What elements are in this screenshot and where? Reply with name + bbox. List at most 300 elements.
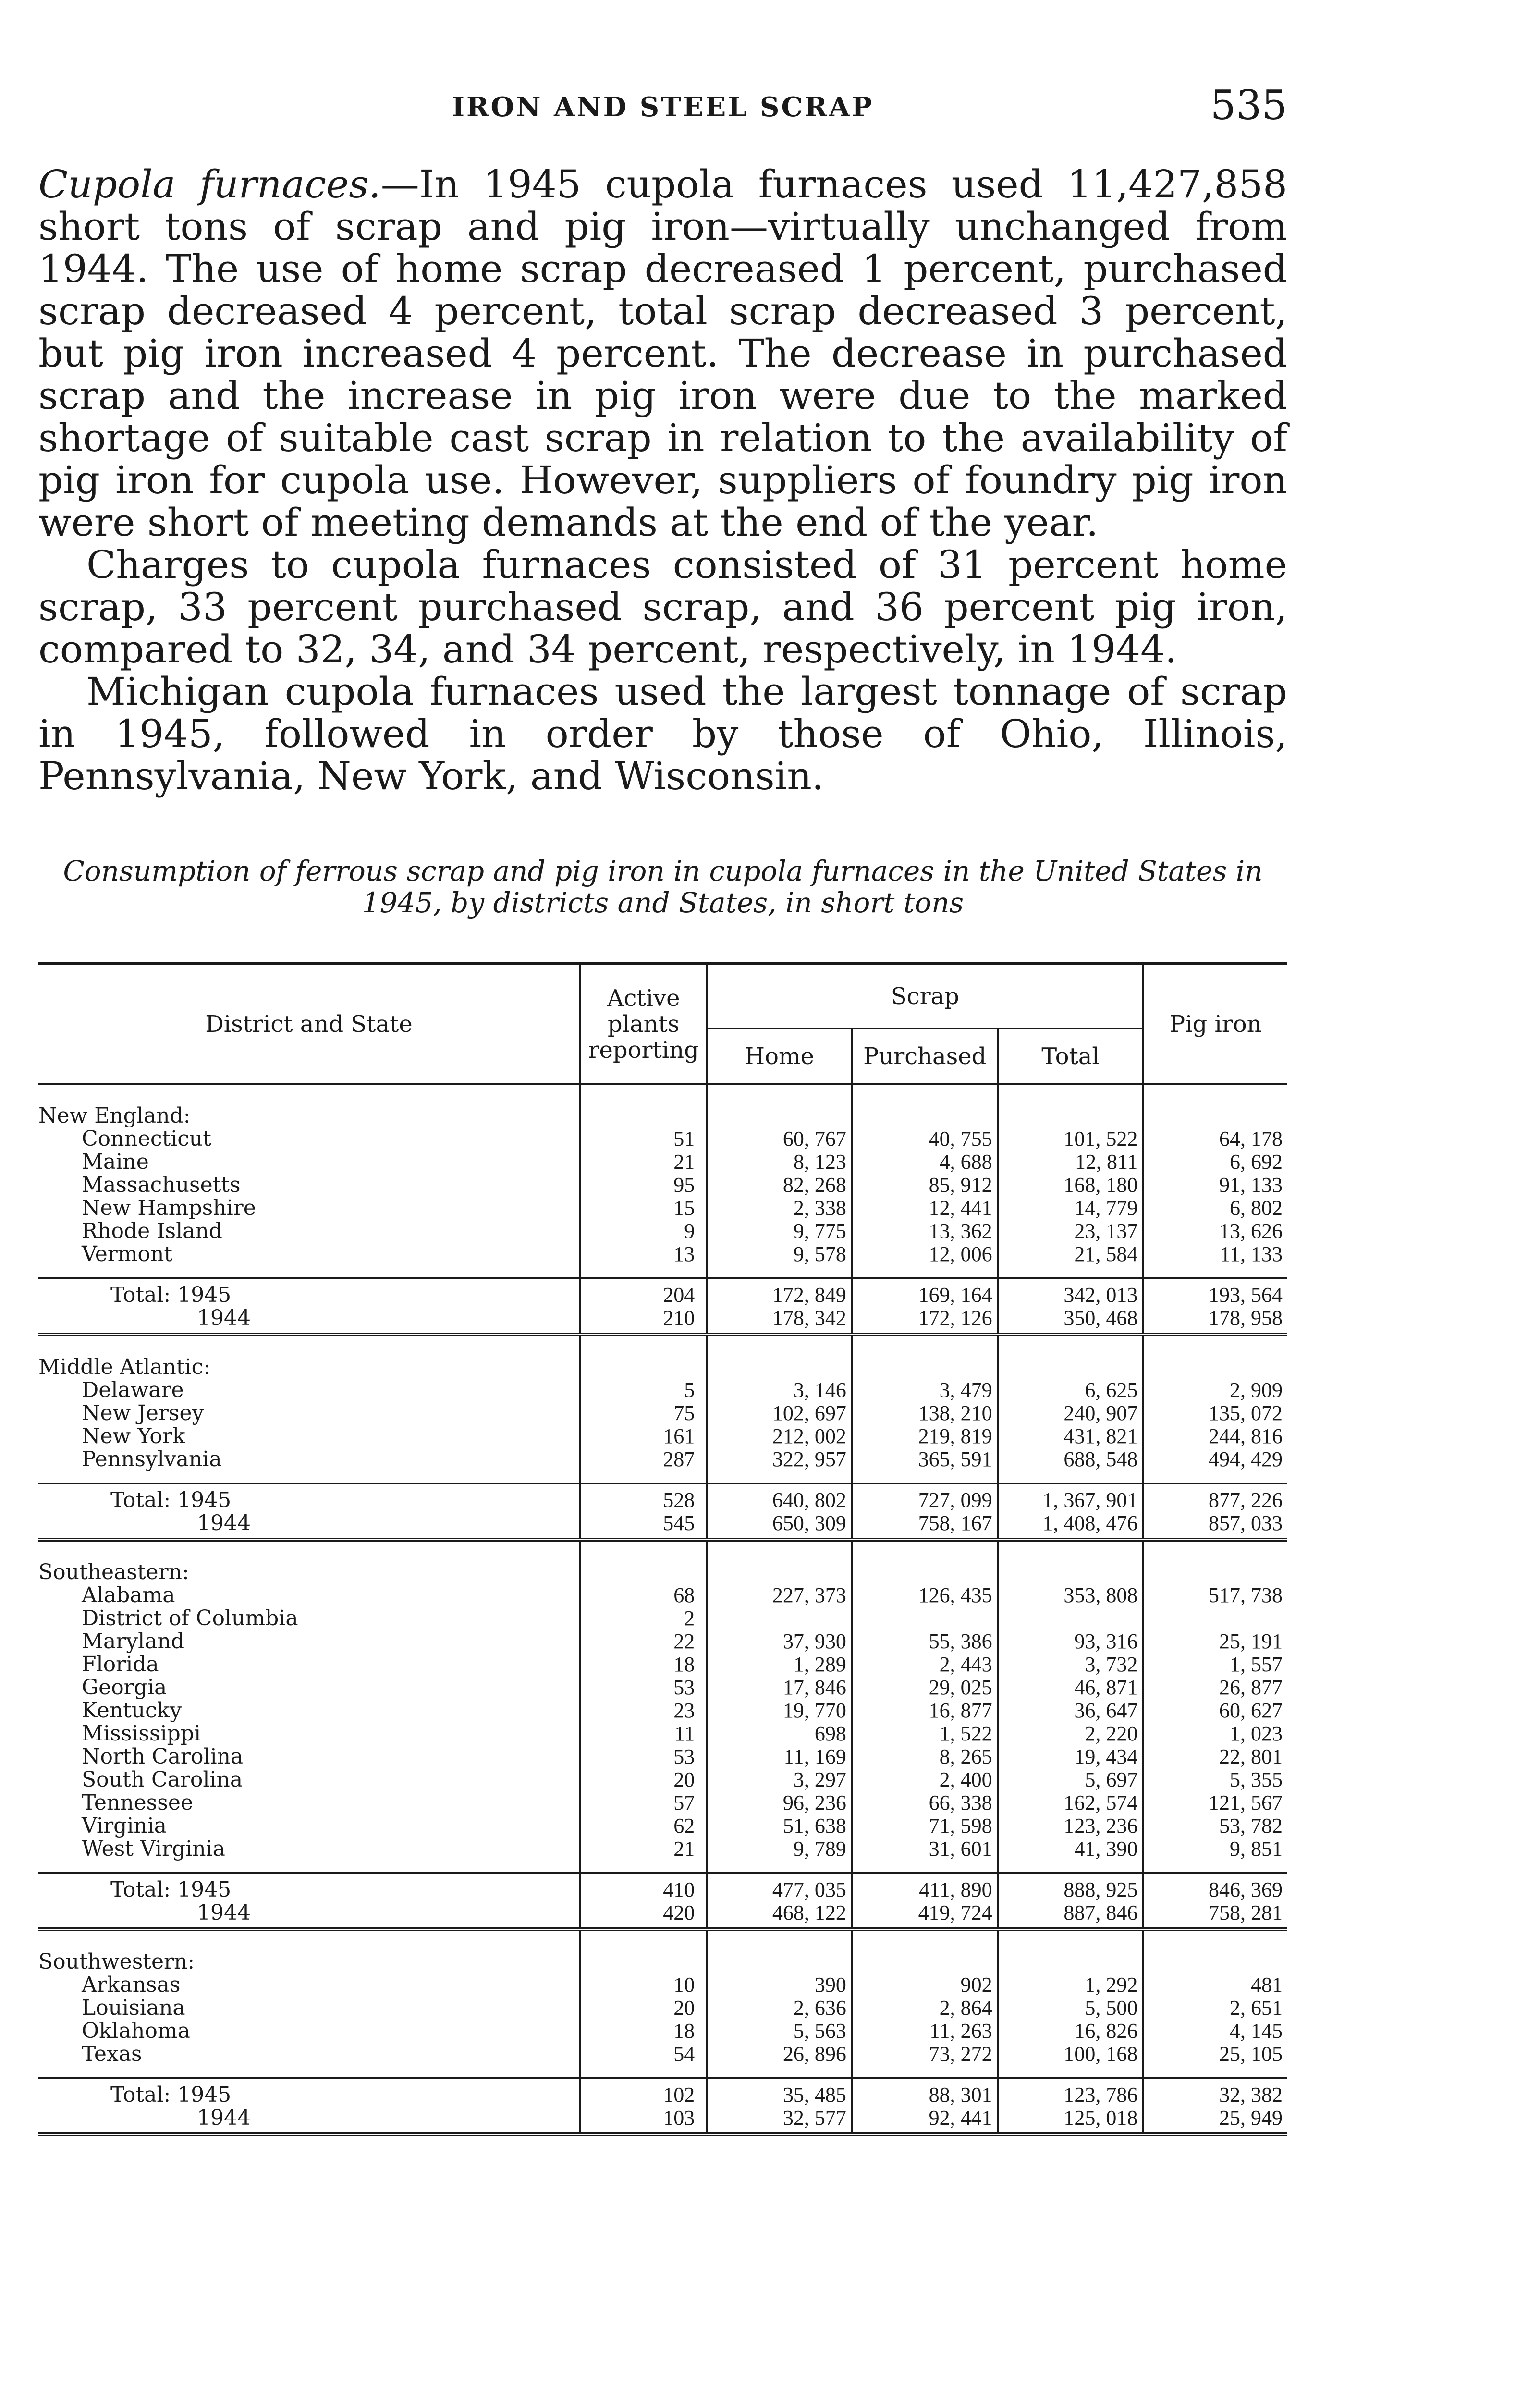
table-row: [38, 1151, 1287, 1174]
region-name: Southeastern:: [38, 1560, 189, 1584]
home-cell: [707, 1607, 852, 1630]
purchased-cell: 169, 164: [852, 1278, 998, 1307]
pig-iron-cell: 11, 133: [1143, 1243, 1287, 1266]
pig-iron-cell: 121, 567: [1143, 1791, 1287, 1814]
home-cell: 9, 789: [793, 1837, 846, 1861]
total-cell: 5, 697: [998, 1768, 1143, 1791]
home-cell: 640, 802: [707, 1483, 852, 1512]
total-cell: 41, 390: [998, 1838, 1143, 1861]
purchased-cell: 365, 591: [852, 1448, 998, 1471]
purchased-cell: [852, 1540, 998, 1584]
total-label: 1944: [38, 2107, 580, 2134]
pig-iron-cell: 877, 226: [1143, 1483, 1287, 1512]
plants-cell: 18: [580, 1653, 707, 1676]
purchased-cell: 902: [852, 1973, 998, 1997]
table-row: [38, 1402, 1287, 1425]
state-name: Pennsylvania: [82, 1447, 222, 1471]
pig-iron-cell: 25, 105: [1143, 2043, 1287, 2066]
state-name: Louisiana: [82, 1996, 185, 2020]
plants-cell: 21: [580, 1151, 707, 1174]
pig-iron-cell: 6, 802: [1143, 1197, 1287, 1220]
total-cell: 46, 871: [998, 1676, 1143, 1699]
total-cell: 100, 168: [998, 2043, 1143, 2066]
state-name: South Carolina: [82, 1767, 243, 1792]
plants-cell: 2: [580, 1607, 707, 1630]
plants-cell: 11: [580, 1722, 707, 1745]
total-cell: 431, 821: [998, 1425, 1143, 1448]
home-cell: 1, 289: [793, 1653, 846, 1676]
spacer-cell: [38, 1266, 580, 1278]
state-name: Maine: [82, 1150, 149, 1174]
pig-iron-cell: 91, 133: [1143, 1174, 1287, 1197]
total-cell: 21, 584: [998, 1243, 1143, 1266]
table-row: [38, 1243, 1287, 1266]
total-cell: 3, 732: [998, 1653, 1143, 1676]
plants-cell: 13: [580, 1243, 707, 1266]
plants-cell: 15: [580, 1197, 707, 1220]
pig-iron-cell: [1143, 1607, 1287, 1630]
table-row: [38, 1630, 1287, 1653]
pig-iron-cell: 517, 738: [1143, 1584, 1287, 1607]
pig-iron-cell: 25, 191: [1143, 1630, 1287, 1653]
spacer-cell: [580, 1861, 707, 1873]
paragraph-1: [38, 163, 1287, 544]
total-cell: 12, 811: [998, 1151, 1143, 1174]
home-cell: [707, 1335, 852, 1379]
state-name: Florida: [82, 1652, 159, 1677]
pig-iron-cell: 5, 355: [1143, 1768, 1287, 1791]
total-row: [38, 2078, 1287, 2107]
purchased-cell: 66, 338: [852, 1791, 998, 1814]
spacer-cell: [580, 1471, 707, 1483]
plants-cell: 18: [580, 2020, 707, 2043]
purchased-cell: 8, 265: [852, 1745, 998, 1768]
table-row: [38, 1745, 1287, 1768]
spacer-cell: [707, 1471, 852, 1483]
purchased-cell: [852, 1084, 998, 1127]
purchased-cell: 55, 386: [852, 1630, 998, 1653]
spacer-row: [38, 1471, 1287, 1483]
pig-iron-cell: 178, 958: [1143, 1307, 1287, 1335]
home-cell: [707, 1540, 852, 1584]
spacer-cell: [38, 2066, 580, 2078]
home-cell: 2, 338: [793, 1196, 846, 1220]
purchased-cell: 2, 400: [852, 1768, 998, 1791]
plants-cell: 23: [580, 1699, 707, 1722]
plants-cell: 102: [580, 2078, 707, 2107]
plants-cell: 103: [580, 2107, 707, 2134]
spacer-cell: [1143, 2066, 1287, 2078]
spacer-cell: [707, 1861, 852, 1873]
total-cell: 350, 468: [998, 1307, 1143, 1335]
plants-cell: 57: [580, 1791, 707, 1814]
plants-cell: [580, 1084, 707, 1127]
purchased-cell: 31, 601: [852, 1838, 998, 1861]
plants-cell: 75: [580, 1402, 707, 1425]
spacer-cell: [852, 1266, 998, 1278]
region-row: [38, 1540, 1287, 1584]
home-cell: 37, 930: [782, 1630, 846, 1653]
home-cell: 51, 638: [782, 1814, 846, 1838]
state-name: Delaware: [82, 1378, 184, 1402]
pig-iron-cell: [1143, 1084, 1287, 1127]
table-body: [38, 1084, 1287, 2134]
table-row: [38, 1220, 1287, 1243]
pig-iron-cell: 26, 877: [1143, 1676, 1287, 1699]
purchased-cell: 16, 877: [852, 1699, 998, 1722]
spacer-row: [38, 2066, 1287, 2078]
home-cell: 390: [814, 1973, 846, 1997]
purchased-cell: 85, 912: [852, 1174, 998, 1197]
state-name: Tennessee: [82, 1790, 193, 1815]
table-row: [38, 1768, 1287, 1791]
total-label: 1944: [38, 1901, 580, 1929]
plants-cell: 545: [580, 1512, 707, 1540]
purchased-cell: 92, 441: [852, 2107, 998, 2134]
pig-iron-cell: 60, 627: [1143, 1699, 1287, 1722]
home-cell: [707, 1929, 852, 1973]
state-name: Arkansas: [82, 1973, 181, 1997]
spacer-cell: [1143, 1471, 1287, 1483]
total-row: [38, 1307, 1287, 1335]
pig-iron-cell: 857, 033: [1143, 1512, 1287, 1540]
purchased-cell: 219, 819: [852, 1425, 998, 1448]
spacer-row: [38, 1266, 1287, 1278]
plants-cell: 5: [580, 1379, 707, 1402]
home-cell: 102, 697: [772, 1401, 846, 1425]
purchased-cell: 727, 099: [852, 1483, 998, 1512]
pig-iron-cell: 244, 816: [1143, 1425, 1287, 1448]
pig-iron-cell: 25, 949: [1143, 2107, 1287, 2134]
region-row: [38, 1335, 1287, 1379]
purchased-cell: [852, 1929, 998, 1973]
home-cell: 212, 002: [772, 1424, 846, 1448]
total-row: [38, 2107, 1287, 2134]
spacer-cell: [998, 1266, 1143, 1278]
data-table: [38, 962, 1287, 2136]
spacer-cell: [1143, 1266, 1287, 1278]
total-cell: [998, 1084, 1143, 1127]
total-cell: 5, 500: [998, 1997, 1143, 2020]
table-row: [38, 1814, 1287, 1838]
pig-iron-cell: 1, 023: [1143, 1722, 1287, 1745]
total-cell: 14, 779: [998, 1197, 1143, 1220]
purchased-cell: 12, 006: [852, 1243, 998, 1266]
region-row: [38, 1084, 1287, 1127]
pig-iron-cell: 64, 178: [1143, 1127, 1287, 1151]
purchased-cell: 2, 443: [852, 1653, 998, 1676]
pig-iron-cell: 1, 557: [1143, 1653, 1287, 1676]
home-cell: 477, 035: [707, 1873, 852, 1902]
spacer-cell: [38, 1471, 580, 1483]
page: [38, 82, 1287, 2136]
home-cell: 26, 896: [782, 2042, 846, 2066]
plants-cell: 410: [580, 1873, 707, 1902]
pig-iron-cell: [1143, 1929, 1287, 1973]
home-cell: 96, 236: [782, 1791, 846, 1814]
body-text: [38, 163, 1287, 797]
state-name: Texas: [82, 2042, 142, 2066]
total-cell: 353, 808: [998, 1584, 1143, 1607]
home-cell: 60, 767: [782, 1127, 846, 1151]
purchased-cell: 29, 025: [852, 1676, 998, 1699]
pig-iron-cell: [1143, 1540, 1287, 1584]
plants-cell: 9: [580, 1220, 707, 1243]
spacer-cell: [580, 2066, 707, 2078]
total-cell: [998, 1335, 1143, 1379]
total-cell: 125, 018: [998, 2107, 1143, 2134]
table-row: [38, 1653, 1287, 1676]
total-cell: 2, 220: [998, 1722, 1143, 1745]
total-cell: 93, 316: [998, 1630, 1143, 1653]
purchased-cell: 419, 724: [852, 1901, 998, 1929]
table-wrapper: [38, 962, 1287, 2136]
home-cell: 32, 577: [707, 2107, 852, 2134]
plants-cell: 54: [580, 2043, 707, 2066]
home-cell: 178, 342: [707, 1307, 852, 1335]
region-row: [38, 1929, 1287, 1973]
pig-iron-cell: 32, 382: [1143, 2078, 1287, 2107]
total-row: [38, 1278, 1287, 1307]
home-cell: 650, 309: [707, 1512, 852, 1540]
total-cell: 887, 846: [998, 1901, 1143, 1929]
header-scrap: Scrap: [707, 963, 1143, 1029]
spacer-cell: [998, 1861, 1143, 1873]
plants-cell: 210: [580, 1307, 707, 1335]
home-cell: 322, 957: [772, 1447, 846, 1471]
table-row: [38, 1699, 1287, 1722]
home-cell: 3, 297: [793, 1768, 846, 1791]
home-cell: 468, 122: [707, 1901, 852, 1929]
paragraph-3: Michigan cupola furnaces used the largest tonnage of scrap in 1945, followed in order by those of Ohio, Illinois, Pennsylvania, New York, and Wisconsin.: [38, 669, 1287, 798]
home-cell: 2, 636: [793, 1996, 846, 2020]
state-name: Georgia: [82, 1675, 167, 1700]
purchased-cell: 1, 522: [852, 1722, 998, 1745]
state-name: Virginia: [82, 1814, 167, 1838]
table-row: [38, 1676, 1287, 1699]
purchased-cell: 4, 688: [852, 1151, 998, 1174]
plants-cell: 51: [580, 1127, 707, 1151]
state-name: New Hampshire: [82, 1196, 256, 1220]
state-name: New Jersey: [82, 1401, 204, 1425]
spacer-cell: [1143, 1861, 1287, 1873]
total-row: [38, 1483, 1287, 1512]
state-name: Oklahoma: [82, 2019, 190, 2043]
purchased-cell: 411, 890: [852, 1873, 998, 1902]
total-cell: 162, 574: [998, 1791, 1143, 1814]
plants-cell: [580, 1335, 707, 1379]
total-cell: 36, 647: [998, 1699, 1143, 1722]
state-name: Mississippi: [82, 1721, 201, 1746]
plants-cell: [580, 1540, 707, 1584]
total-label: 1944: [38, 1512, 580, 1540]
plants-cell: [580, 1929, 707, 1973]
plants-cell: 528: [580, 1483, 707, 1512]
total-cell: [998, 1540, 1143, 1584]
total-label: Total: 1945: [38, 1278, 580, 1307]
home-cell: 19, 770: [782, 1699, 846, 1722]
pig-iron-cell: 53, 782: [1143, 1814, 1287, 1838]
header-plants: Active plants reporting: [580, 963, 707, 1084]
pig-iron-cell: 22, 801: [1143, 1745, 1287, 1768]
running-title: IRON AND STEEL SCRAP: [452, 91, 874, 123]
total-cell: 123, 236: [998, 1814, 1143, 1838]
plants-cell: 68: [580, 1584, 707, 1607]
state-name: North Carolina: [82, 1744, 244, 1769]
plants-cell: 53: [580, 1745, 707, 1768]
total-cell: 1, 367, 901: [998, 1483, 1143, 1512]
total-cell: 19, 434: [998, 1745, 1143, 1768]
table-row: [38, 1425, 1287, 1448]
state-name: Connecticut: [82, 1127, 211, 1151]
region-name: Southwestern:: [38, 1949, 195, 1974]
purchased-cell: 3, 479: [852, 1379, 998, 1402]
home-cell: 5, 563: [793, 2019, 846, 2043]
state-name: Vermont: [82, 1242, 173, 1266]
state-name: District of Columbia: [82, 1606, 298, 1630]
plants-cell: 62: [580, 1814, 707, 1838]
total-cell: [998, 1607, 1143, 1630]
table-row: [38, 1174, 1287, 1197]
purchased-cell: 172, 126: [852, 1307, 998, 1335]
state-name: Rhode Island: [82, 1219, 222, 1243]
plants-cell: 10: [580, 1973, 707, 1997]
total-cell: 123, 786: [998, 2078, 1143, 2107]
table-row: [38, 1584, 1287, 1607]
spacer-cell: [38, 1861, 580, 1873]
spacer-cell: [998, 1471, 1143, 1483]
total-row: [38, 1901, 1287, 1929]
purchased-cell: [852, 1335, 998, 1379]
purchased-cell: 13, 362: [852, 1220, 998, 1243]
pig-iron-cell: 494, 429: [1143, 1448, 1287, 1471]
total-label: Total: 1945: [38, 1483, 580, 1512]
home-cell: 8, 123: [793, 1150, 846, 1174]
table-row: [38, 1838, 1287, 1861]
spacer-cell: [852, 2066, 998, 2078]
header-district: District and State: [38, 963, 580, 1084]
home-cell: 11, 169: [783, 1745, 846, 1768]
purchased-cell: 71, 598: [852, 1814, 998, 1838]
total-cell: 168, 180: [998, 1174, 1143, 1197]
spacer-cell: [852, 1861, 998, 1873]
table-row: [38, 1791, 1287, 1814]
header-home: Home: [707, 1029, 852, 1085]
home-cell: 9, 578: [793, 1242, 846, 1266]
table-row: [38, 1722, 1287, 1745]
home-cell: [707, 1084, 852, 1127]
home-cell: 82, 268: [782, 1173, 846, 1197]
table-row: [38, 1379, 1287, 1402]
pig-iron-cell: 481: [1143, 1973, 1287, 1997]
total-row: [38, 1512, 1287, 1540]
plants-cell: 161: [580, 1425, 707, 1448]
purchased-cell: 73, 272: [852, 2043, 998, 2066]
total-row: [38, 1873, 1287, 1902]
purchased-cell: [852, 1607, 998, 1630]
spacer-cell: [852, 1471, 998, 1483]
purchased-cell: 2, 864: [852, 1997, 998, 2020]
purchased-cell: 11, 263: [852, 2020, 998, 2043]
region-name: Middle Atlantic:: [38, 1355, 211, 1379]
state-name: Massachusetts: [82, 1173, 241, 1197]
spacer-cell: [998, 2066, 1143, 2078]
spacer-cell: [707, 1266, 852, 1278]
region-name: New England:: [38, 1103, 191, 1128]
paragraph-2: Charges to cupola furnaces consisted of 31 percent home scrap, 33 percent purchased scrap, and 36 percent pig iron, compared to 32, 34, and 34 percent, respectively, in 1944.: [38, 542, 1287, 672]
plants-cell: 420: [580, 1901, 707, 1929]
plants-cell: 21: [580, 1838, 707, 1861]
table-row: [38, 1997, 1287, 2020]
home-cell: 35, 485: [707, 2078, 852, 2107]
pig-iron-cell: 13, 626: [1143, 1220, 1287, 1243]
home-cell: 172, 849: [707, 1278, 852, 1307]
purchased-cell: 40, 755: [852, 1127, 998, 1151]
total-cell: 1, 408, 476: [998, 1512, 1143, 1540]
total-cell: [998, 1929, 1143, 1973]
total-label: Total: 1945: [38, 2078, 580, 2107]
pig-iron-cell: 846, 369: [1143, 1873, 1287, 1902]
state-name: Kentucky: [82, 1698, 182, 1723]
state-name: Maryland: [82, 1629, 184, 1654]
home-cell: 227, 373: [772, 1583, 846, 1607]
plants-cell: 287: [580, 1448, 707, 1471]
pig-iron-cell: 135, 072: [1143, 1402, 1287, 1425]
spacer-cell: [580, 1266, 707, 1278]
pig-iron-cell: [1143, 1335, 1287, 1379]
header-total: Total: [998, 1029, 1143, 1085]
pig-iron-cell: 6, 692: [1143, 1151, 1287, 1174]
page-number: 535: [1210, 82, 1287, 129]
purchased-cell: 126, 435: [852, 1584, 998, 1607]
table-row: [38, 1607, 1287, 1630]
pig-iron-cell: 9, 851: [1143, 1838, 1287, 1861]
state-name: New York: [82, 1424, 185, 1448]
page-header: [38, 82, 1287, 135]
spacer-cell: [707, 2066, 852, 2078]
pig-iron-cell: 193, 564: [1143, 1278, 1287, 1307]
state-name: Alabama: [82, 1583, 175, 1607]
header-purchased: Purchased: [852, 1029, 998, 1085]
home-cell: 17, 846: [782, 1676, 846, 1699]
plants-cell: 95: [580, 1174, 707, 1197]
total-cell: 342, 013: [998, 1278, 1143, 1307]
total-label: Total: 1945: [38, 1873, 580, 1902]
plants-cell: 20: [580, 1997, 707, 2020]
spacer-row: [38, 1861, 1287, 1873]
total-cell: 240, 907: [998, 1402, 1143, 1425]
total-cell: 688, 548: [998, 1448, 1143, 1471]
table-row: [38, 1448, 1287, 1471]
pig-iron-cell: 2, 909: [1143, 1379, 1287, 1402]
pig-iron-cell: 2, 651: [1143, 1997, 1287, 2020]
total-label: 1944: [38, 1307, 580, 1335]
purchased-cell: 12, 441: [852, 1197, 998, 1220]
paragraph-lead: Cupola furnaces.: [38, 162, 381, 207]
table-row: [38, 2043, 1287, 2066]
table-row: [38, 1197, 1287, 1220]
header-pig-iron: Pig iron: [1143, 963, 1287, 1084]
total-cell: 101, 522: [998, 1127, 1143, 1151]
home-cell: 3, 146: [793, 1378, 846, 1402]
paragraph-1-text: —In 1945 cupola furnaces used 11,427,858 short tons of scrap and pig iron—virtually unchanged from 1944. The use of home scrap decreased 1 percent, purchased scrap decreased 4 percent, total scrap decreased 3 percent, but pig iron increased 4 percent. The decrease in purchased scrap and the increase in pig iron were due to the marked shortage of suitable cast scrap in relation to the availability of pig iron for cupola use. However, suppliers of foundry pig iron were short of meeting demands at the end of the year.: [38, 162, 1287, 545]
table-row: [38, 1127, 1287, 1151]
pig-iron-cell: 758, 281: [1143, 1901, 1287, 1929]
table-caption: Consumption of ferrous scrap and pig iron in cupola furnaces in the United States in 1945, by districts and States, in short tons: [63, 855, 1263, 919]
purchased-cell: 88, 301: [852, 2078, 998, 2107]
purchased-cell: 138, 210: [852, 1402, 998, 1425]
plants-cell: 22: [580, 1630, 707, 1653]
